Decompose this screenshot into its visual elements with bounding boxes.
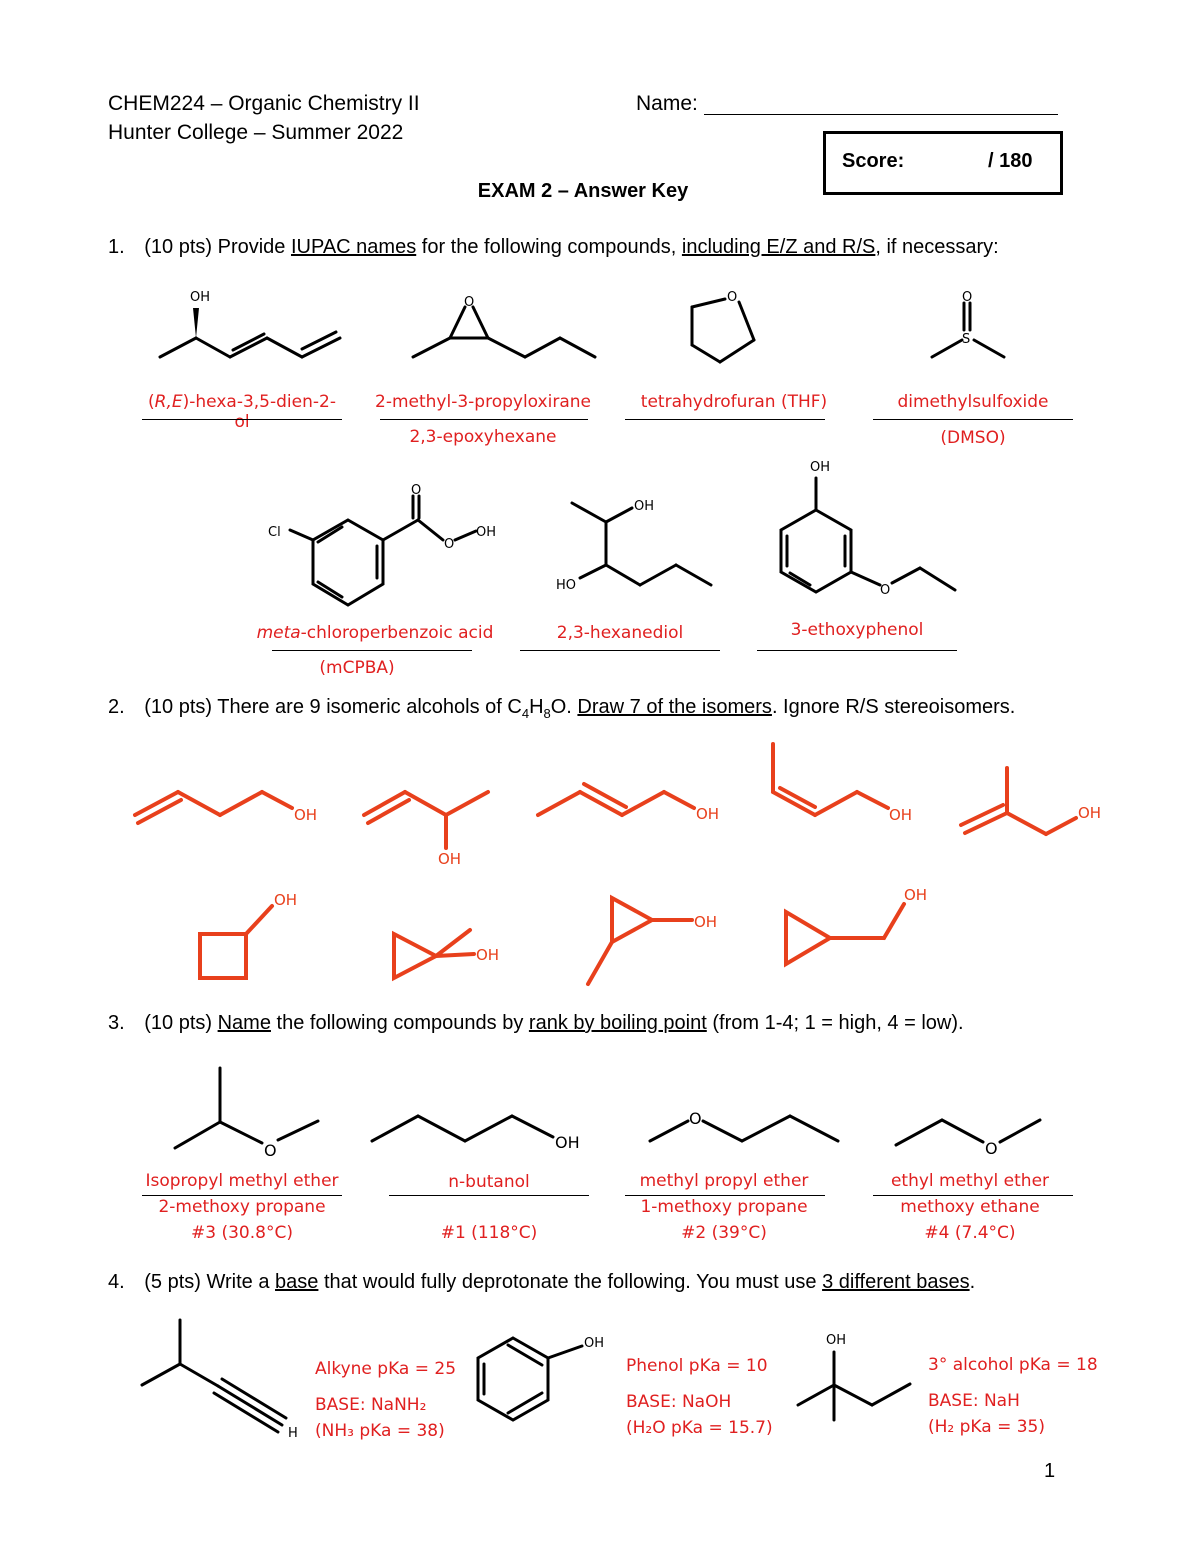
tert-alcohol-structure <box>798 1352 910 1420</box>
cl-label: Cl <box>268 525 281 540</box>
answer-1: (R,E)-hexa-3,5-dien-2-ol <box>148 392 336 432</box>
epoxide-structure <box>413 307 595 357</box>
q1-end: , if necessary: <box>875 236 999 258</box>
school-term: Hunter College – Summer 2022 <box>108 121 404 144</box>
oh-label: OH <box>634 499 655 514</box>
name-label: Name: <box>636 92 698 115</box>
isomer-7 <box>394 930 474 978</box>
q3-answer-1: Isopropyl methyl ether <box>145 1171 339 1191</box>
o-label: O <box>880 583 891 598</box>
oh-label: OH <box>190 290 211 305</box>
conj-acid-line: (H₂ pKa = 35) <box>928 1417 1046 1437</box>
answer-line <box>757 650 957 651</box>
answer-line <box>873 419 1073 420</box>
answer-line <box>380 419 588 420</box>
alkyne-structure <box>142 1320 286 1432</box>
q1-number: 1. <box>108 236 125 258</box>
q2-o: O. <box>550 696 578 718</box>
answer-4-alt: (DMSO) <box>940 428 1006 448</box>
answer-2: 2-methyl-3-propyloxirane <box>375 392 591 412</box>
q4-number: 4. <box>108 1271 125 1293</box>
oh-label: OH <box>438 850 462 868</box>
o-label: O <box>411 483 422 498</box>
q1-emph-2: including E/Z and R/S <box>681 236 876 258</box>
n-butanol-structure <box>372 1116 553 1141</box>
q2-end: . Ignore R/S stereoisomers. <box>771 696 1016 718</box>
pka-line: 3° alcohol pKa = 18 <box>928 1355 1098 1375</box>
q3-emph-1: Name <box>217 1012 271 1034</box>
oh-label: OH <box>476 946 500 964</box>
o-label: O <box>727 290 738 305</box>
oh-label: OH <box>294 806 318 824</box>
o-label: O <box>464 295 475 310</box>
hexadienol-structure <box>160 308 340 357</box>
o-label: O <box>962 290 973 305</box>
isomer-3 <box>538 784 694 815</box>
q3-answer-4-rank: #4 (7.4°C) <box>924 1223 1016 1243</box>
q2-pts: (10 pts) There are 9 isomeric alcohols of C <box>144 696 522 718</box>
oh-label: OH <box>584 1336 605 1351</box>
o-label: O <box>689 1109 702 1128</box>
answer-line <box>625 419 825 420</box>
oh-label: OH <box>904 886 928 904</box>
oh-label: OH <box>826 1333 847 1348</box>
q2-sub: 8 <box>543 706 551 721</box>
answer-6: 2,3-hexanediol <box>556 623 684 643</box>
oh-label: OH <box>1078 804 1102 822</box>
isomer-6 <box>200 906 272 978</box>
oh-label: OH <box>555 1133 580 1152</box>
oh-label: OH <box>810 460 831 475</box>
ethoxyphenol-structure <box>781 478 955 592</box>
o-label: O <box>444 537 455 552</box>
q3-answer-2-rank: #1 (118°C) <box>440 1223 538 1243</box>
thf-structure <box>692 299 754 362</box>
oh-label: OH <box>696 805 720 823</box>
answer-line <box>142 419 342 420</box>
answer-5: meta-chloroperbenzoic acid <box>256 623 494 643</box>
answer-4: dimethylsulfoxide <box>897 392 1049 412</box>
phenol-structure <box>478 1338 582 1420</box>
answer-2-alt: 2,3-epoxyhexane <box>409 427 557 447</box>
methyl-propyl-ether-structure <box>650 1116 838 1141</box>
q1-pts: (10 pts) Provide <box>144 236 291 258</box>
answer-line <box>520 650 720 651</box>
q1-mid: for the following compounds, <box>416 236 682 258</box>
score-label: Score: <box>842 150 905 172</box>
q4-prompt <box>108 1271 975 1294</box>
oh-label: OH <box>889 806 913 824</box>
ethyl-methyl-ether-structure <box>896 1120 1040 1145</box>
score-total: / 180 <box>988 150 1033 172</box>
isomer-drawings <box>135 744 1076 984</box>
isopropyl-methyl-ether-structure <box>175 1068 318 1148</box>
answer-3: tetrahydrofuran (THF) <box>640 392 828 412</box>
exam-title: EXAM 2 – Answer Key <box>477 180 689 202</box>
s-label: S <box>962 332 971 347</box>
ho-label: HO <box>556 578 577 593</box>
conj-acid-line: (NH₃ pKa = 38) <box>315 1421 445 1441</box>
q4-emph-2: 3 different bases <box>822 1271 970 1293</box>
dmso-structure <box>932 303 1004 357</box>
q3-answer-4-alt: methoxy ethane <box>900 1197 1040 1217</box>
q3-end: (from 1-4; 1 = high, 4 = low). <box>706 1012 964 1034</box>
page-number: 1 <box>1044 1460 1056 1482</box>
q3-answer-3: methyl propyl ether <box>639 1171 809 1191</box>
isomer-9 <box>786 904 904 964</box>
answer-7: 3-ethoxyphenol <box>790 620 924 640</box>
answer-5-alt: (mCPBA) <box>319 658 395 678</box>
isomer-8 <box>588 898 692 984</box>
conj-acid-line: (H₂O pKa = 15.7) <box>626 1418 773 1438</box>
q4-note-2 <box>626 1353 773 1441</box>
q3-answer-2: n-butanol <box>448 1172 530 1192</box>
q3-mid: the following compounds by <box>270 1012 529 1034</box>
base-line: BASE: NaH <box>928 1391 1020 1411</box>
oh-label: OH <box>476 525 497 540</box>
base-line: BASE: NaNH₂ <box>315 1395 427 1415</box>
hexanediol-structure <box>572 503 711 585</box>
q1-emph-1: IUPAC names <box>290 236 417 258</box>
q2-emph: Draw 7 of the isomers <box>577 696 772 718</box>
o-label: O <box>985 1139 998 1158</box>
oh-label: OH <box>694 913 718 931</box>
q3-answer-3-rank: #2 (39°C) <box>681 1223 767 1243</box>
q3-answer-1-alt: 2-methoxy propane <box>158 1197 326 1217</box>
q3-emph-2: rank by boiling point <box>528 1012 707 1034</box>
answer-line <box>625 1195 825 1196</box>
oh-label: OH <box>274 891 298 909</box>
q3-number: 3. <box>108 1012 125 1034</box>
isomer-1 <box>135 792 292 823</box>
q4-note-3 <box>928 1352 1098 1440</box>
q2-number: 2. <box>108 696 125 718</box>
q4-end: . <box>969 1271 976 1293</box>
q4-note-1 <box>315 1356 456 1444</box>
answer-line <box>142 1195 342 1196</box>
q3-answer-3-alt: 1-methoxy propane <box>640 1197 808 1217</box>
answer-line <box>272 650 472 651</box>
q4-pts: (5 pts) Write a <box>144 1271 276 1293</box>
q3-prompt <box>108 1012 964 1035</box>
isomer-4 <box>773 744 888 815</box>
answer-line <box>389 1195 589 1196</box>
q3-answer-4: ethyl methyl ether <box>890 1171 1050 1191</box>
answer-line <box>873 1195 1073 1196</box>
q2-sub: 4 <box>521 706 530 721</box>
base-line: BASE: NaOH <box>626 1392 732 1412</box>
pka-line: Phenol pKa = 10 <box>626 1356 768 1376</box>
q4-emph-1: base <box>275 1271 319 1293</box>
q3-pts: (10 pts) <box>144 1012 218 1034</box>
pka-line: Alkyne pKa = 25 <box>315 1359 457 1379</box>
isomer-5 <box>961 768 1076 834</box>
q2-prompt <box>108 696 1015 721</box>
q4-mid: that would fully deprotonate the following. You must use <box>318 1271 823 1293</box>
h-label: H <box>288 1426 298 1441</box>
isomer-2 <box>364 792 488 848</box>
course-title: CHEM224 – Organic Chemistry II <box>108 92 420 115</box>
o-label: O <box>264 1141 277 1160</box>
q3-answer-1-rank: #3 (30.8°C) <box>191 1223 293 1243</box>
q2-h: H <box>529 696 544 718</box>
